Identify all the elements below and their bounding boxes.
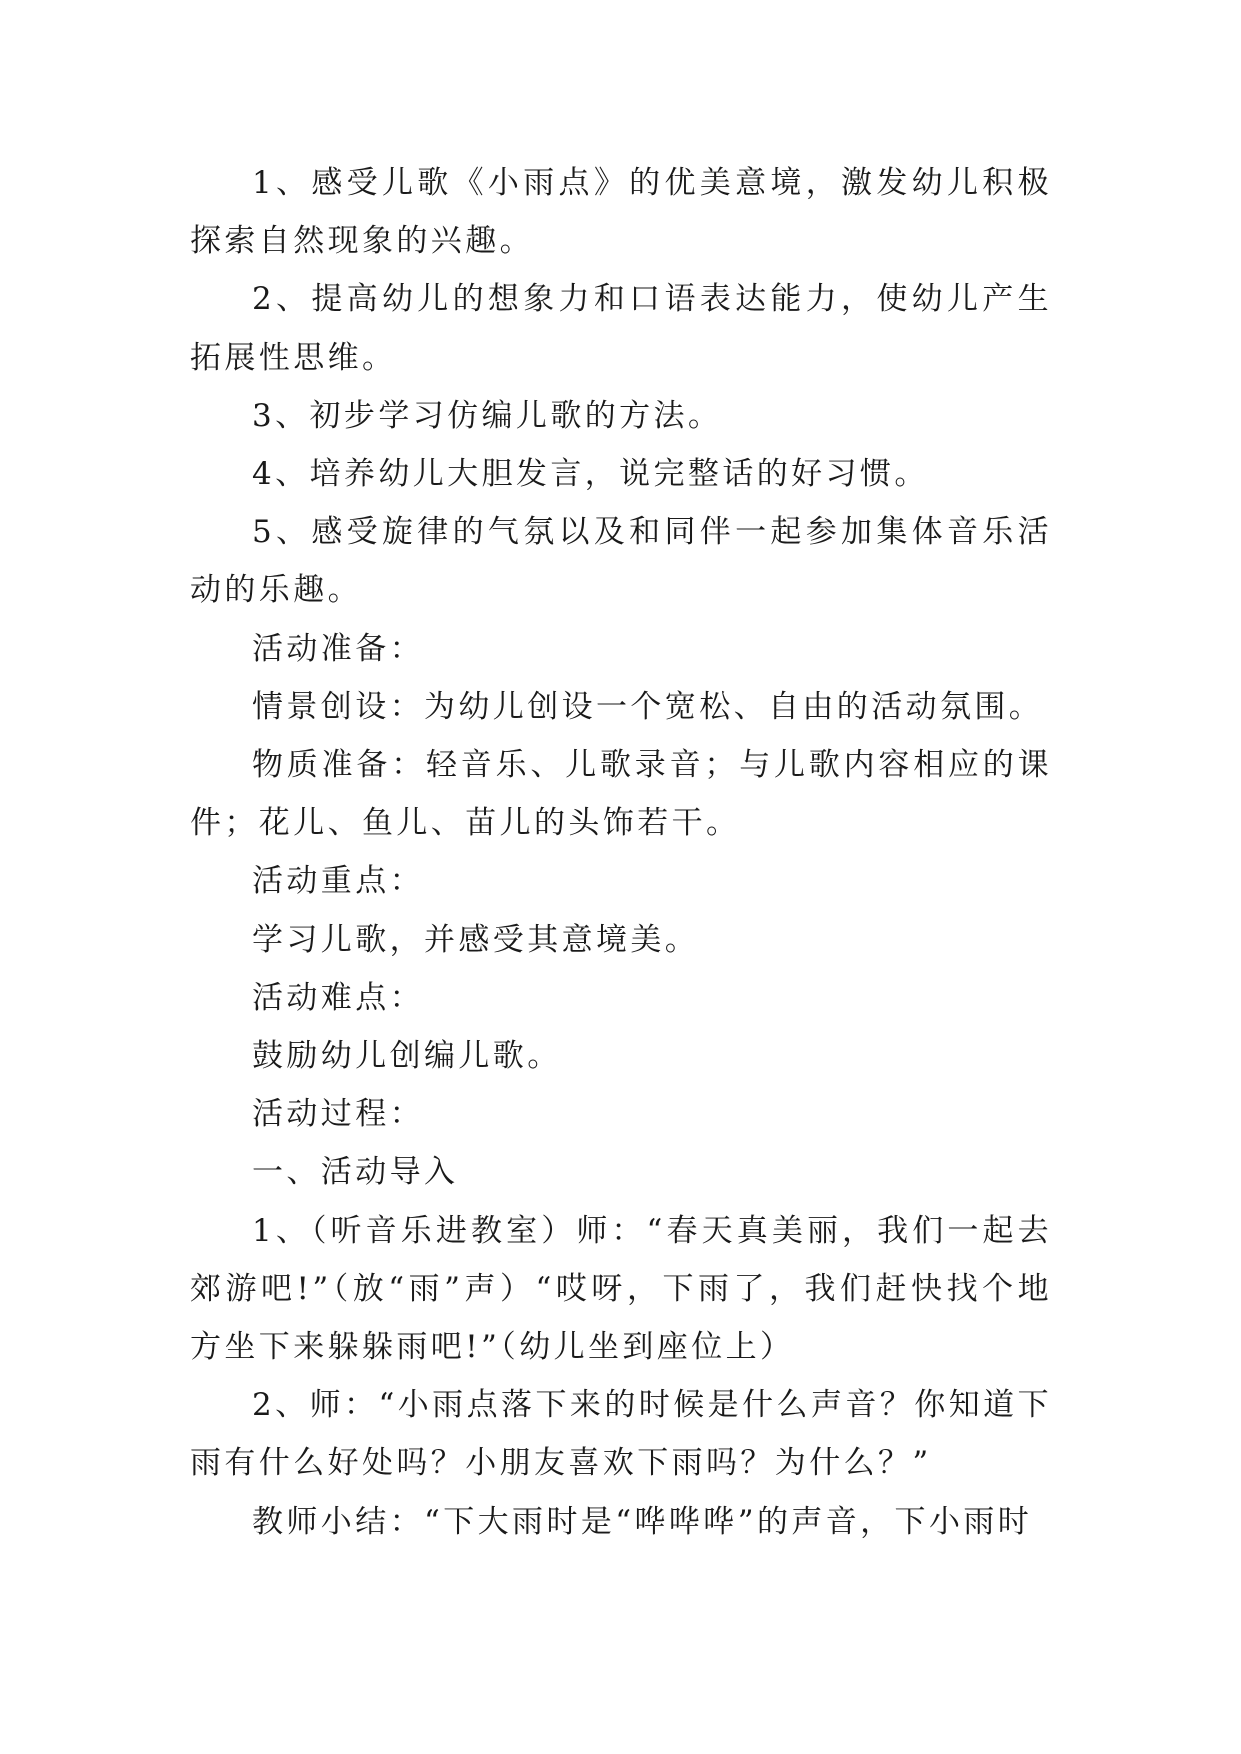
paragraph-objective-1: 1、感受儿歌《小雨点》的优美意境，激发幼儿积极探索自然现象的兴趣。 (190, 165, 1052, 260)
paragraph-objective-2: 2、提高幼儿的想象力和口语表达能力，使幼儿产生拓展性思维。 (190, 281, 1052, 376)
paragraph-material-preparation: 物质准备：轻音乐、儿歌录音；与儿歌内容相应的课件；花儿、鱼儿、苗儿的头饰若干。 (190, 747, 1052, 842)
paragraph-teacher-summary: 教师小结：“下大雨时是“哗哗哗”的声音，下小雨时 (252, 1503, 1033, 1540)
paragraph-process-step-1: 1、（听音乐进教室）师：“春天真美丽，我们一起去郊游吧!”（放“雨”声）“哎呀，下雨了，我们赶快找个地方坐下来躲躲雨吧!”（幼儿坐到座位上） (190, 1212, 1052, 1366)
heading-activity-focus: 活动重点： (252, 863, 424, 900)
document-body (190, 154, 1052, 1551)
paragraph-scene-setup: 情景创设：为幼儿创设一个宽松、自由的活动氛围。 (252, 688, 1044, 725)
paragraph-activity-focus: 学习儿歌，并感受其意境美。 (252, 921, 700, 958)
heading-activity-intro: 一、活动导入 (252, 1154, 459, 1191)
paragraph-process-step-2: 2、师：“小雨点落下来的时候是什么声音？你知道下雨有什么好处吗？小朋友喜欢下雨吗？为什么？” (190, 1387, 1052, 1482)
paragraph-activity-difficulty: 鼓励幼儿创编儿歌。 (252, 1038, 562, 1075)
heading-activity-preparation: 活动准备： (252, 630, 424, 667)
paragraph-objective-4: 4、培养幼儿大胆发言，说完整话的好习惯。 (252, 456, 929, 493)
heading-activity-process: 活动过程： (252, 1096, 424, 1133)
heading-activity-difficulty: 活动难点： (252, 979, 424, 1016)
paragraph-objective-5: 5、感受旋律的气氛以及和同伴一起参加集体音乐活动的乐趣。 (190, 514, 1052, 609)
paragraph-objective-3: 3、初步学习仿编儿歌的方法。 (252, 397, 723, 434)
